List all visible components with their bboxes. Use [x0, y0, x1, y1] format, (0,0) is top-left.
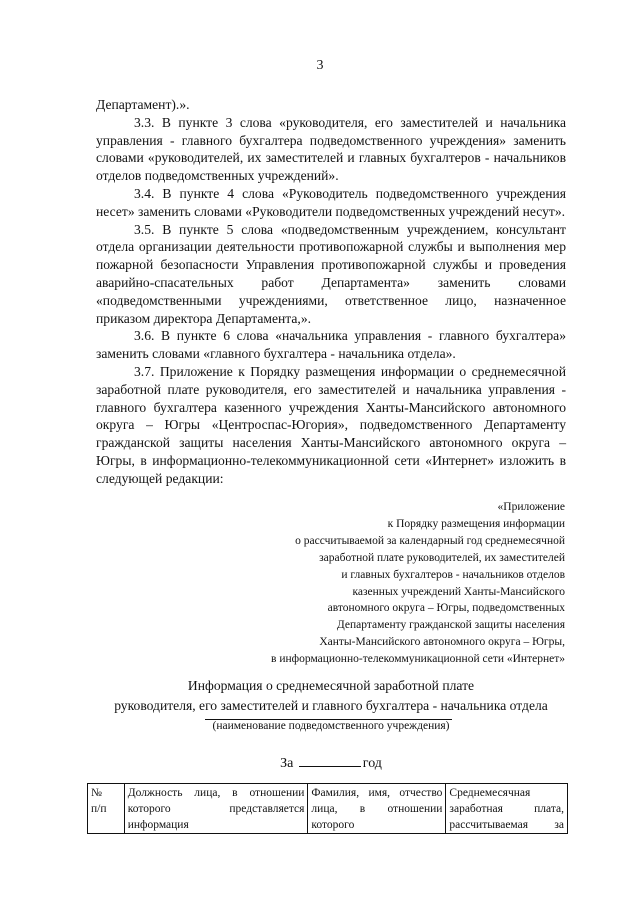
paragraph-3-6: 3.6. В пункте 6 слова «начальника управления - главного бухгалтера» заменить словами «главного бухгалтера - начальника отдела».	[96, 328, 566, 362]
paragraph-3-7: 3.7. Приложение к Порядку размещения информации о среднемесячной заработной плате руководителя, его заместителей и начальника управления - главного бухгалтера казенного учреждения Ханты-Мансийского автономного округа – Югры «Центроспас-Югория», подведомственного Департаменту гражданской защиты населения Ханты-Мансийского автономного округа – Югры, в информационно-телекоммуникационной сети «Интернет» изложить в следующей редакции:	[96, 363, 566, 486]
header-line: рассчитываемая за	[449, 819, 564, 831]
year-line	[96, 753, 566, 772]
header-line: которого представляется	[127, 803, 305, 815]
paragraph-3-4: 3.4. В пункте 4 слова «Руководитель подведомственного учреждения несет» заменить словами «Руководители подведомственных учреждений несут».	[96, 185, 566, 219]
page-number: 3	[316, 58, 324, 73]
year-suffix: год	[362, 756, 382, 771]
appendix-line: Департаменту гражданской защиты населения	[336, 619, 565, 632]
info-title-line-2: руководителя, его заместителей и главного бухгалтера - начальника отдела	[114, 698, 548, 713]
paragraph-3-5: 3.5. В пункте 5 слова «подведомственным учреждением, консультант отдела организации деятельности противопожарной службы и выполнения мер пожарной безопасности Управления противопожарной службы и проведения аварийно-спасательных работ Департамента» заменить словами «подведомственными учреждениями, ответственное лицо, назначенное приказом директора Департамента,».	[96, 221, 566, 326]
table-header-row	[88, 784, 568, 834]
salary-table	[87, 783, 568, 834]
info-title-line-1: Информация о среднемесячной заработной плате	[187, 678, 475, 693]
appendix-line: «Приложение	[497, 501, 565, 513]
header-line: Должность лица, в отношении	[127, 787, 305, 799]
header-line: Среднемесячная	[449, 787, 531, 799]
header-line: которого	[311, 819, 355, 831]
paragraph-continuation: Департамент).».	[96, 97, 190, 112]
header-full-name	[308, 784, 446, 834]
header-line: п/п	[91, 803, 107, 815]
appendix-note	[225, 499, 565, 668]
header-line: Фамилия, имя, отчество	[311, 787, 443, 799]
appendix-line: о рассчитываемой за календарный год среднемесячной	[295, 534, 565, 547]
appendix-line: и главных бухгалтеров - начальников отделов	[341, 568, 565, 581]
header-line: информация	[127, 819, 189, 831]
appendix-line: автономного округа – Югры, подведомственных	[327, 602, 565, 615]
header-position	[124, 784, 308, 834]
appendix-line: Ханты-Мансийского автономного округа – Югры,	[319, 636, 565, 649]
year-prefix: За	[280, 756, 294, 771]
appendix-line: казенных учреждений Ханты-Мансийского	[352, 585, 565, 598]
header-line: №	[91, 787, 102, 799]
year-blank	[299, 753, 361, 767]
header-line: заработная плата,	[449, 803, 564, 815]
header-salary	[446, 784, 568, 834]
appendix-line: в информационно-телекоммуникационной сети «Интернет»	[271, 653, 565, 666]
paragraph-3-3: 3.3. В пункте 3 слова «руководителя, его заместителей и начальника управления - главного бухгалтера подведомственного учреждения» заменить словами «руководителей, их заместителей и главных бухгалтеров - начальников отделов подведомственных учреждений».	[96, 114, 566, 184]
header-line: лица, в отношении	[311, 803, 443, 815]
info-title	[96, 676, 566, 716]
body-text	[96, 96, 566, 488]
header-number	[88, 784, 125, 834]
appendix-line: заработной плате руководителей, их заместителей	[319, 551, 565, 564]
institution-caption: (наименование подведомственного учреждения)	[212, 720, 450, 732]
appendix-line: к Порядку размещения информации	[387, 517, 565, 530]
